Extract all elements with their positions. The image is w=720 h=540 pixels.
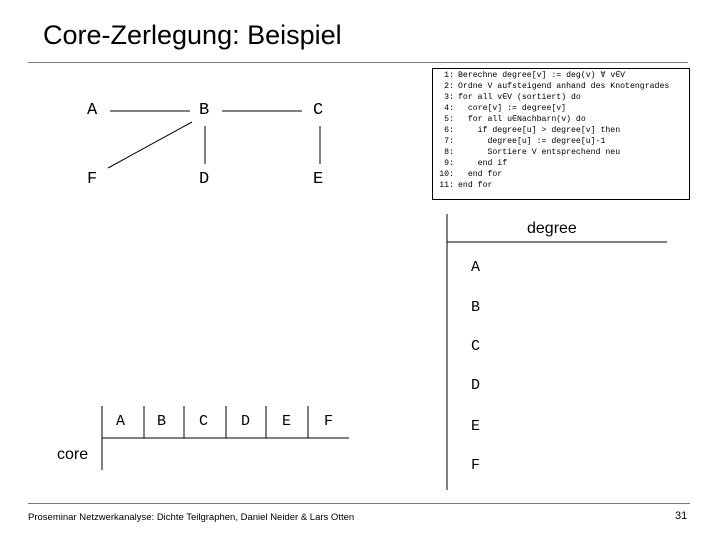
algorithm-line: 6: if degree[u] > degree[v] then — [444, 126, 621, 135]
algorithm-line: 3: for all v∈V (sortiert) do — [444, 93, 581, 102]
degree-row-label-c: C — [471, 338, 481, 355]
core-column-label-d: D — [241, 413, 251, 430]
footer-text: Proseminar Netzwerkanalyse: Dichte Teilgraphen, Daniel Neider & Lars Otten — [28, 512, 355, 523]
degree-row-label-b: B — [471, 299, 481, 316]
algorithm-line: 5: for all u∈Nachbarn(v) do — [444, 115, 586, 124]
algorithm-line: 4: core[v] := degree[v] — [444, 104, 567, 113]
footer-divider — [28, 503, 690, 504]
algorithm-line: 8: Sortiere V entsprechend neu — [444, 148, 621, 157]
node-e: E — [313, 170, 324, 189]
degree-row-label-a: A — [471, 259, 481, 276]
degree-table-heading: degree — [527, 220, 577, 237]
degree-row-label-e: E — [471, 418, 481, 435]
slide-title: Core-Zerlegung: Beispiel — [43, 20, 342, 50]
core-column-label-a: A — [116, 413, 126, 430]
algorithm-line: 7: degree[u] := degree[u]-1 — [444, 137, 606, 146]
algorithm-line: 10: end for — [439, 170, 503, 179]
core-column-label-e: E — [282, 413, 292, 430]
core-table-label: core — [57, 446, 89, 463]
algorithm-line: 9: end if — [444, 159, 508, 168]
core-column-label-f: F — [324, 413, 334, 430]
node-d: D — [199, 170, 210, 189]
page-number: 31 — [675, 510, 688, 522]
algorithm-line: 11: end for — [439, 181, 493, 190]
node-f: F — [87, 170, 98, 189]
node-a: A — [87, 101, 98, 120]
node-c: C — [313, 101, 324, 120]
edge-f-b — [108, 122, 192, 168]
algorithm-line: 1: Berechne degree[v] := deg(v) ∀ v∈V — [444, 71, 626, 80]
node-b: B — [199, 101, 210, 120]
core-column-label-c: C — [199, 413, 209, 430]
algorithm-line: 2: Ordne V aufsteigend anhand des Knotengrades — [444, 82, 670, 91]
degree-row-label-d: D — [471, 377, 481, 394]
degree-row-label-f: F — [471, 457, 481, 474]
core-column-label-b: B — [157, 413, 167, 430]
